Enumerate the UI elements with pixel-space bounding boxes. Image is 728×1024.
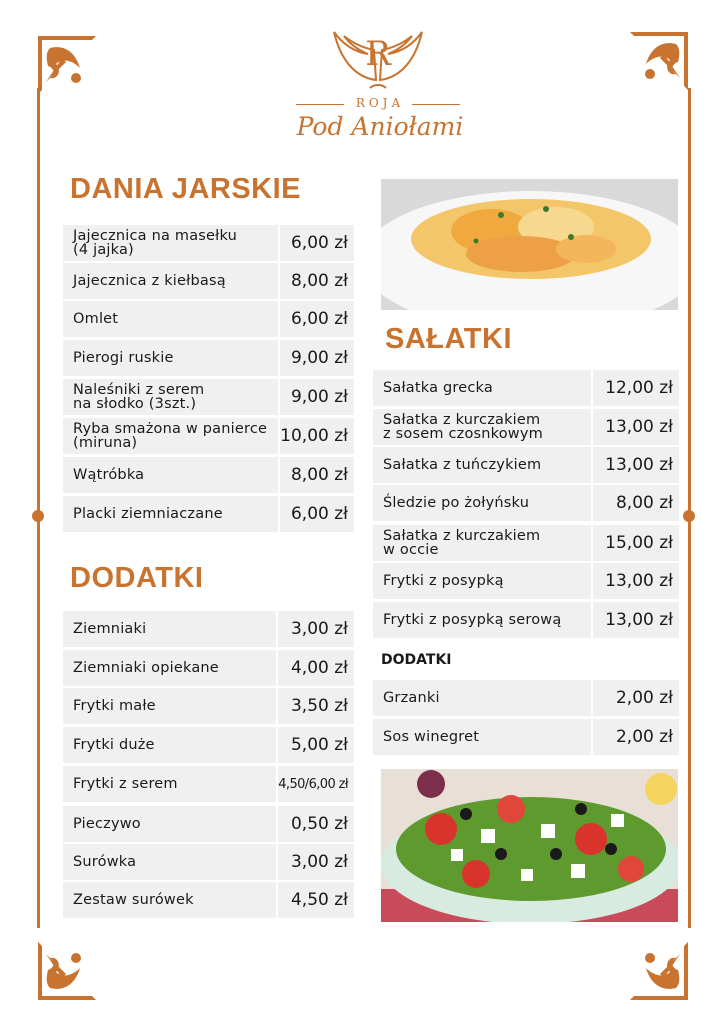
item-name-line2: z sosem czosnkowym — [383, 426, 543, 442]
item-name-line1: Frytki z posypką serową — [383, 612, 562, 628]
item-name: Ziemniaki opiekane — [63, 650, 276, 686]
item-price: 6,00 zł — [280, 496, 354, 532]
dania-jarskie-row — [63, 301, 354, 337]
item-name-line1: Naleśniki z serem — [73, 382, 205, 398]
frame-line-left — [37, 88, 40, 928]
item-price: 9,00 zł — [280, 379, 354, 415]
greek-salad-photo — [381, 769, 678, 922]
item-price: 15,00 zł — [593, 525, 679, 561]
corner-ornament-bottom-right — [628, 940, 690, 1002]
dania-jarskie-row — [63, 225, 354, 261]
salatki-title: SAŁATKI — [385, 323, 513, 355]
item-name-line1: Wątróbka — [73, 467, 145, 483]
item-name: Sos winegret — [373, 719, 591, 755]
dania-jarskie-row — [63, 263, 354, 299]
item-name: Zestaw surówek — [63, 882, 276, 918]
logo-monogram: R — [365, 34, 391, 74]
item-name — [63, 225, 278, 261]
dodatki-row — [63, 727, 354, 763]
item-name-line1: Jajecznica z kiełbasą — [73, 273, 226, 289]
item-price: 13,00 zł — [593, 602, 679, 638]
item-name-line2: w occie — [383, 542, 439, 558]
dania-jarskie-row — [63, 379, 354, 415]
salatki-extra-row — [373, 680, 679, 716]
item-price: 4,50 zł — [278, 882, 354, 918]
corner-ornament-top-right — [628, 30, 690, 92]
salatki-row — [373, 447, 679, 483]
item-name — [63, 418, 278, 454]
item-name-line1: Frytki z posypką — [383, 573, 504, 589]
frame-line-right — [688, 88, 691, 928]
dania-jarskie-row — [63, 496, 354, 532]
item-name — [373, 563, 591, 599]
item-name-line2: (miruna) — [73, 435, 138, 451]
salatki-extra-row — [373, 719, 679, 755]
brand-subtitle: Pod Aniołami — [296, 112, 464, 141]
salatki-row — [373, 563, 679, 599]
frame-dot-left — [32, 510, 44, 522]
dania-jarskie-row — [63, 418, 354, 454]
salatki-row — [373, 409, 679, 445]
brand-name: ROJA — [355, 96, 405, 110]
item-price: 3,50 zł — [278, 688, 354, 724]
dodatki-row — [63, 688, 354, 724]
item-name-line1: Sałatka z kurczakiem — [383, 412, 541, 428]
corner-ornament-top-left — [36, 34, 98, 96]
dania-jarskie-title: DANIA JARSKIE — [70, 173, 302, 205]
item-price: 13,00 zł — [593, 447, 679, 483]
item-price: 13,00 zł — [593, 409, 679, 445]
item-name-line1: Jajecznica na masełku — [73, 228, 238, 244]
dodatki-row — [63, 806, 354, 842]
frame-dot-right — [683, 510, 695, 522]
item-name-line2: (4 jajka) — [73, 242, 134, 258]
item-price: 3,00 zł — [278, 611, 354, 647]
item-price: 8,00 zł — [593, 485, 679, 521]
item-name — [373, 485, 591, 521]
item-price: 8,00 zł — [280, 457, 354, 493]
item-price: 8,00 zł — [280, 263, 354, 299]
item-name: Pieczywo — [63, 806, 276, 842]
item-price: 6,00 zł — [280, 301, 354, 337]
item-name: Frytki z serem — [63, 766, 276, 802]
item-name — [373, 525, 591, 561]
item-name-line1: Sałatka grecka — [383, 380, 493, 396]
item-name-line1: Omlet — [73, 311, 119, 327]
item-name: Frytki małe — [63, 688, 276, 724]
dania-jarskie-row — [63, 457, 354, 493]
item-name — [373, 409, 591, 445]
dodatki-row — [63, 882, 354, 918]
salatki-extras-title: DODATKI — [381, 652, 452, 668]
item-name-line1: Sałatka z kurczakiem — [383, 528, 541, 544]
item-price: 3,00 zł — [278, 844, 354, 880]
item-name-line1: Sałatka z tuńczykiem — [383, 457, 542, 473]
item-name: Ziemniaki — [63, 611, 276, 647]
item-price: 9,00 zł — [280, 340, 354, 376]
item-price: 13,00 zł — [593, 563, 679, 599]
item-price: 10,00 zł — [280, 418, 354, 454]
dania-jarskie-row — [63, 340, 354, 376]
dodatki-row — [63, 611, 354, 647]
item-price: 0,50 zł — [278, 806, 354, 842]
dodatki-title: DODATKI — [70, 562, 204, 594]
item-name — [63, 340, 278, 376]
salatki-row — [373, 602, 679, 638]
item-name — [373, 370, 591, 406]
item-price: 4,00 zł — [278, 650, 354, 686]
salatki-row — [373, 370, 679, 406]
item-name-line1: Pierogi ruskie — [73, 350, 174, 366]
dodatki-row — [63, 650, 354, 686]
item-name-line2: na słodko (3szt.) — [73, 396, 197, 412]
item-name — [63, 301, 278, 337]
item-name-line1: Ryba smażona w panierce — [73, 421, 268, 437]
salatki-row — [373, 485, 679, 521]
item-name — [63, 496, 278, 532]
salatki-row — [373, 525, 679, 561]
scrambled-eggs-photo — [381, 179, 678, 310]
item-name: Surówka — [63, 844, 276, 880]
item-name-line1: Śledzie po żołyńsku — [383, 495, 530, 511]
item-price: 2,00 zł — [593, 719, 679, 755]
dodatki-row — [63, 844, 354, 880]
item-name — [373, 602, 591, 638]
item-price: 4,50/6,00 zł — [278, 766, 354, 802]
item-name — [373, 447, 591, 483]
item-price: 6,00 zł — [280, 225, 354, 261]
item-price: 5,00 zł — [278, 727, 354, 763]
item-name — [63, 379, 278, 415]
dodatki-row — [63, 766, 354, 802]
item-name — [63, 263, 278, 299]
corner-ornament-bottom-left — [36, 940, 98, 1002]
item-name: Frytki duże — [63, 727, 276, 763]
item-name-line1: Placki ziemniaczane — [73, 506, 223, 522]
item-name — [63, 457, 278, 493]
item-name: Grzanki — [373, 680, 591, 716]
item-price: 12,00 zł — [593, 370, 679, 406]
item-price: 2,00 zł — [593, 680, 679, 716]
